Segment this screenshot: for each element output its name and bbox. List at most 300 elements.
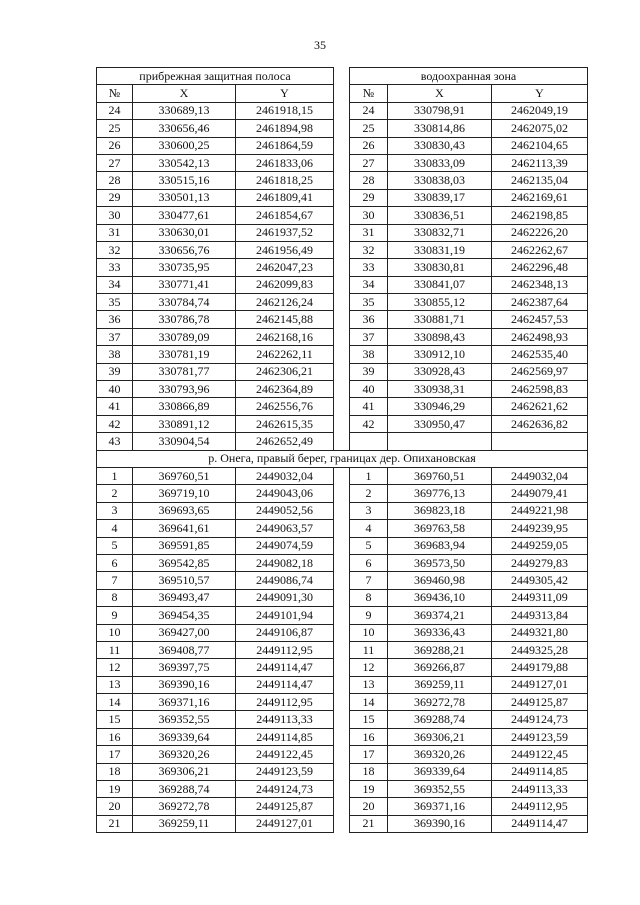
right-y-cell: 2462498,93 [492, 328, 588, 345]
left-num-cell: 6 [97, 554, 133, 571]
left-y-cell: 2462126,24 [236, 294, 334, 311]
right-y-cell: 2449113,33 [492, 781, 588, 798]
right-y-cell: 2449032,04 [492, 467, 588, 484]
left-num-cell: 40 [97, 381, 133, 398]
right-num-cell: 20 [350, 798, 388, 815]
right-num-cell: 8 [350, 589, 388, 606]
column-gap [334, 485, 350, 502]
column-gap [334, 276, 350, 293]
table-row [97, 502, 588, 519]
column-gap [334, 172, 350, 189]
left-num-cell: 41 [97, 398, 133, 415]
right-num-cell: 3 [350, 502, 388, 519]
right-num-cell: 28 [350, 172, 388, 189]
right-num-cell: 16 [350, 728, 388, 745]
right-y-cell: 2449313,84 [492, 607, 588, 624]
column-gap [334, 415, 350, 432]
left-num-cell: 30 [97, 207, 133, 224]
left-num-cell: 25 [97, 120, 133, 137]
left-x-cell: 369693,65 [133, 502, 236, 519]
left-num-cell: 13 [97, 676, 133, 693]
right-y-cell: 2449179,88 [492, 659, 588, 676]
table-row [97, 311, 588, 328]
left-y-cell: 2449122,45 [236, 746, 334, 763]
left-x-cell: 369493,47 [133, 589, 236, 606]
left-y-cell: 2461833,06 [236, 154, 334, 171]
right-y-cell: 2449305,42 [492, 572, 588, 589]
column-gap [334, 311, 350, 328]
right-num-cell: 19 [350, 781, 388, 798]
table-row [97, 659, 588, 676]
left-num-cell: 2 [97, 485, 133, 502]
column-gap [334, 763, 350, 780]
right-x-cell: 330836,51 [388, 207, 492, 224]
right-x-cell: 369390,16 [388, 815, 492, 832]
left-x-cell: 330515,16 [133, 172, 236, 189]
table-row [97, 554, 588, 571]
right-x-cell: 369336,43 [388, 624, 492, 641]
right-num-cell: 29 [350, 189, 388, 206]
table-row [97, 572, 588, 589]
column-gap [334, 85, 350, 102]
column-gap [334, 815, 350, 832]
right-x-cell: 330832,71 [388, 224, 492, 241]
table-row [97, 467, 588, 484]
right-x-cell: 369436,10 [388, 589, 492, 606]
column-gap [334, 659, 350, 676]
left-num-cell: 4 [97, 520, 133, 537]
left-x-cell: 330501,13 [133, 189, 236, 206]
left-x-cell: 369397,75 [133, 659, 236, 676]
right-num-cell: 9 [350, 607, 388, 624]
right-num-cell: 14 [350, 694, 388, 711]
left-x-cell: 369542,85 [133, 554, 236, 571]
table-row [97, 815, 588, 832]
left-y-cell: 2449106,87 [236, 624, 334, 641]
right-x-cell: 369320,26 [388, 746, 492, 763]
right-num-cell: 13 [350, 676, 388, 693]
left-x-cell: 369272,78 [133, 798, 236, 815]
right-y-cell: 2462226,20 [492, 224, 588, 241]
left-y-cell: 2449101,94 [236, 607, 334, 624]
left-num-cell: 31 [97, 224, 133, 241]
right-num-cell: 35 [350, 294, 388, 311]
right-y-cell: 2449122,45 [492, 746, 588, 763]
right-num-cell: 6 [350, 554, 388, 571]
left-num-cell: 7 [97, 572, 133, 589]
right-x-cell [388, 433, 492, 450]
table-row [97, 676, 588, 693]
column-header-row [97, 85, 588, 102]
left-x-cell: 369371,16 [133, 694, 236, 711]
left-num-cell: 12 [97, 659, 133, 676]
left-y-cell: 2449123,59 [236, 763, 334, 780]
right-num-cell: 25 [350, 120, 388, 137]
right-num-cell: 33 [350, 259, 388, 276]
right-x-cell: 330950,47 [388, 415, 492, 432]
coastal-strip-title: прибрежная защитная полоса [97, 68, 334, 85]
left-num-cell: 27 [97, 154, 133, 171]
left-num-cell: 5 [97, 537, 133, 554]
column-gap [334, 746, 350, 763]
col-num-header: № [350, 85, 388, 102]
left-x-cell: 369427,00 [133, 624, 236, 641]
right-x-cell: 369288,21 [388, 641, 492, 658]
table-row [97, 276, 588, 293]
column-gap [334, 102, 350, 119]
right-y-cell: 2449125,87 [492, 694, 588, 711]
right-y-cell: 2462569,97 [492, 363, 588, 380]
left-x-cell: 330630,01 [133, 224, 236, 241]
left-num-cell: 43 [97, 433, 133, 450]
right-y-cell: 2462387,64 [492, 294, 588, 311]
column-gap [334, 502, 350, 519]
left-y-cell: 2461809,41 [236, 189, 334, 206]
table-row [97, 363, 588, 380]
right-y-cell: 2462296,48 [492, 259, 588, 276]
right-y-cell: 2449321,80 [492, 624, 588, 641]
table-row [97, 294, 588, 311]
right-y-cell [492, 433, 588, 450]
column-gap [334, 537, 350, 554]
table-row [97, 328, 588, 345]
right-num-cell: 10 [350, 624, 388, 641]
right-num-cell: 12 [350, 659, 388, 676]
column-gap [334, 641, 350, 658]
left-x-cell: 330477,61 [133, 207, 236, 224]
left-y-cell: 2449082,18 [236, 554, 334, 571]
table-row [97, 728, 588, 745]
table-row [97, 798, 588, 815]
right-num-cell: 4 [350, 520, 388, 537]
right-x-cell: 369339,64 [388, 763, 492, 780]
right-x-cell: 330855,12 [388, 294, 492, 311]
right-y-cell: 2462535,40 [492, 346, 588, 363]
right-num-cell: 34 [350, 276, 388, 293]
left-num-cell: 26 [97, 137, 133, 154]
right-num-cell: 39 [350, 363, 388, 380]
left-y-cell: 2449114,85 [236, 728, 334, 745]
page-number: 35 [314, 38, 326, 52]
right-y-cell: 2449311,09 [492, 589, 588, 606]
table-row [97, 398, 588, 415]
left-y-cell: 2462556,76 [236, 398, 334, 415]
right-x-cell: 369266,87 [388, 659, 492, 676]
right-x-cell: 330938,31 [388, 381, 492, 398]
right-num-cell: 21 [350, 815, 388, 832]
left-num-cell: 29 [97, 189, 133, 206]
left-x-cell: 369510,57 [133, 572, 236, 589]
column-gap [334, 68, 350, 85]
right-y-cell: 2462262,67 [492, 241, 588, 258]
column-gap [334, 798, 350, 815]
column-gap [334, 572, 350, 589]
left-x-cell: 369408,77 [133, 641, 236, 658]
section-title-row [97, 450, 588, 467]
right-x-cell: 369352,55 [388, 781, 492, 798]
right-y-cell: 2462198,85 [492, 207, 588, 224]
column-gap [334, 346, 350, 363]
left-y-cell: 2462047,23 [236, 259, 334, 276]
table-row [97, 607, 588, 624]
left-x-cell: 369320,26 [133, 746, 236, 763]
left-x-cell: 330781,19 [133, 346, 236, 363]
left-num-cell: 18 [97, 763, 133, 780]
left-num-cell: 35 [97, 294, 133, 311]
right-x-cell: 369374,21 [388, 607, 492, 624]
right-num-cell [350, 433, 388, 450]
right-y-cell: 2449112,95 [492, 798, 588, 815]
table-row [97, 172, 588, 189]
table-row [97, 102, 588, 119]
table-row [97, 120, 588, 137]
right-y-cell: 2462135,04 [492, 172, 588, 189]
column-gap [334, 728, 350, 745]
right-y-cell: 2449124,73 [492, 711, 588, 728]
right-num-cell: 11 [350, 641, 388, 658]
right-x-cell: 330833,09 [388, 154, 492, 171]
table-row [97, 207, 588, 224]
left-num-cell: 8 [97, 589, 133, 606]
left-x-cell: 330771,41 [133, 276, 236, 293]
left-x-cell: 369390,16 [133, 676, 236, 693]
column-gap [334, 554, 350, 571]
left-y-cell: 2461918,15 [236, 102, 334, 119]
left-num-cell: 20 [97, 798, 133, 815]
left-num-cell: 33 [97, 259, 133, 276]
left-num-cell: 24 [97, 102, 133, 119]
right-x-cell: 330814,86 [388, 120, 492, 137]
column-gap [334, 207, 350, 224]
left-x-cell: 330735,95 [133, 259, 236, 276]
table-row [97, 694, 588, 711]
right-y-cell: 2449079,41 [492, 485, 588, 502]
right-y-cell: 2462457,53 [492, 311, 588, 328]
left-num-cell: 10 [97, 624, 133, 641]
left-y-cell: 2462145,88 [236, 311, 334, 328]
right-num-cell: 32 [350, 241, 388, 258]
left-y-cell: 2461864,59 [236, 137, 334, 154]
section-title: р. Онега, правый берег, границах дер. Опихановская [97, 450, 588, 467]
left-y-cell: 2461956,49 [236, 241, 334, 258]
left-x-cell: 330656,76 [133, 241, 236, 258]
left-x-cell: 330689,13 [133, 102, 236, 119]
table-row [97, 537, 588, 554]
right-x-cell: 369776,13 [388, 485, 492, 502]
column-gap [334, 328, 350, 345]
left-y-cell: 2449074,59 [236, 537, 334, 554]
table-row [97, 746, 588, 763]
col-y-header: Y [492, 85, 588, 102]
right-y-cell: 2449279,83 [492, 554, 588, 571]
right-x-cell: 369763,58 [388, 520, 492, 537]
right-num-cell: 1 [350, 467, 388, 484]
col-x-header: X [133, 85, 236, 102]
table-row [97, 641, 588, 658]
right-x-cell: 330898,43 [388, 328, 492, 345]
left-x-cell: 330793,96 [133, 381, 236, 398]
right-x-cell: 369272,78 [388, 694, 492, 711]
col-num-header: № [97, 85, 133, 102]
right-num-cell: 26 [350, 137, 388, 154]
left-y-cell: 2462168,16 [236, 328, 334, 345]
right-num-cell: 15 [350, 711, 388, 728]
right-y-cell: 2462636,82 [492, 415, 588, 432]
right-num-cell: 38 [350, 346, 388, 363]
right-num-cell: 24 [350, 102, 388, 119]
right-num-cell: 36 [350, 311, 388, 328]
left-y-cell: 2449114,47 [236, 659, 334, 676]
right-num-cell: 30 [350, 207, 388, 224]
right-y-cell: 2449325,28 [492, 641, 588, 658]
water-zone-title: водоохранная зона [350, 68, 588, 85]
left-y-cell: 2449032,04 [236, 467, 334, 484]
col-y-header: Y [236, 85, 334, 102]
column-gap [334, 624, 350, 641]
left-x-cell: 369641,61 [133, 520, 236, 537]
right-num-cell: 5 [350, 537, 388, 554]
right-num-cell: 2 [350, 485, 388, 502]
coordinates-table [96, 67, 588, 833]
left-y-cell: 2449124,73 [236, 781, 334, 798]
col-x-header: X [388, 85, 492, 102]
table-row [97, 485, 588, 502]
column-gap [334, 589, 350, 606]
left-x-cell: 369339,64 [133, 728, 236, 745]
left-num-cell: 28 [97, 172, 133, 189]
left-y-cell: 2449052,56 [236, 502, 334, 519]
right-x-cell: 369573,50 [388, 554, 492, 571]
zone-title-row [97, 68, 588, 85]
left-y-cell: 2449112,95 [236, 641, 334, 658]
right-y-cell: 2449114,47 [492, 815, 588, 832]
column-gap [334, 381, 350, 398]
column-gap [334, 241, 350, 258]
left-x-cell: 330781,77 [133, 363, 236, 380]
right-x-cell: 369371,16 [388, 798, 492, 815]
left-y-cell: 2449063,57 [236, 520, 334, 537]
table-row [97, 224, 588, 241]
left-y-cell: 2462364,89 [236, 381, 334, 398]
left-x-cell: 369719,10 [133, 485, 236, 502]
left-num-cell: 39 [97, 363, 133, 380]
right-num-cell: 17 [350, 746, 388, 763]
table-row [97, 415, 588, 432]
left-num-cell: 17 [97, 746, 133, 763]
left-x-cell: 330542,13 [133, 154, 236, 171]
left-num-cell: 19 [97, 781, 133, 798]
right-y-cell: 2462049,19 [492, 102, 588, 119]
left-y-cell: 2462099,83 [236, 276, 334, 293]
left-y-cell: 2449114,47 [236, 676, 334, 693]
left-y-cell: 2449086,74 [236, 572, 334, 589]
left-x-cell: 369288,74 [133, 781, 236, 798]
right-num-cell: 27 [350, 154, 388, 171]
left-num-cell: 9 [97, 607, 133, 624]
left-x-cell: 369454,35 [133, 607, 236, 624]
right-num-cell: 40 [350, 381, 388, 398]
right-x-cell: 330830,43 [388, 137, 492, 154]
left-y-cell: 2462262,11 [236, 346, 334, 363]
left-y-cell: 2462615,35 [236, 415, 334, 432]
left-x-cell: 330600,25 [133, 137, 236, 154]
column-gap [334, 294, 350, 311]
right-x-cell: 369760,51 [388, 467, 492, 484]
table-row [97, 381, 588, 398]
left-num-cell: 15 [97, 711, 133, 728]
table-row [97, 711, 588, 728]
left-y-cell: 2449125,87 [236, 798, 334, 815]
right-x-cell: 369306,21 [388, 728, 492, 745]
left-y-cell: 2461894,98 [236, 120, 334, 137]
left-num-cell: 38 [97, 346, 133, 363]
right-y-cell: 2449127,01 [492, 676, 588, 693]
table-row [97, 520, 588, 537]
right-num-cell: 18 [350, 763, 388, 780]
column-gap [334, 781, 350, 798]
table-row [97, 259, 588, 276]
left-num-cell: 37 [97, 328, 133, 345]
left-num-cell: 11 [97, 641, 133, 658]
left-y-cell: 2449127,01 [236, 815, 334, 832]
left-num-cell: 42 [97, 415, 133, 432]
right-x-cell: 369259,11 [388, 676, 492, 693]
table-row [97, 137, 588, 154]
left-y-cell: 2462306,21 [236, 363, 334, 380]
right-y-cell: 2462075,02 [492, 120, 588, 137]
right-x-cell: 330838,03 [388, 172, 492, 189]
table-row [97, 189, 588, 206]
table-row [97, 154, 588, 171]
left-x-cell: 369306,21 [133, 763, 236, 780]
right-y-cell: 2462621,62 [492, 398, 588, 415]
left-x-cell: 330891,12 [133, 415, 236, 432]
left-num-cell: 14 [97, 694, 133, 711]
column-gap [334, 694, 350, 711]
right-num-cell: 42 [350, 415, 388, 432]
table-row [97, 346, 588, 363]
table-row [97, 781, 588, 798]
right-y-cell: 2449221,98 [492, 502, 588, 519]
left-x-cell: 330904,54 [133, 433, 236, 450]
left-x-cell: 330789,09 [133, 328, 236, 345]
right-x-cell: 369823,18 [388, 502, 492, 519]
column-gap [334, 676, 350, 693]
right-x-cell: 369460,98 [388, 572, 492, 589]
left-x-cell: 330784,74 [133, 294, 236, 311]
right-y-cell: 2462348,13 [492, 276, 588, 293]
left-num-cell: 32 [97, 241, 133, 258]
left-y-cell: 2449091,30 [236, 589, 334, 606]
left-num-cell: 21 [97, 815, 133, 832]
column-gap [334, 224, 350, 241]
right-x-cell: 330839,17 [388, 189, 492, 206]
right-num-cell: 31 [350, 224, 388, 241]
right-x-cell: 369288,74 [388, 711, 492, 728]
left-num-cell: 36 [97, 311, 133, 328]
right-x-cell: 330946,29 [388, 398, 492, 415]
left-x-cell: 330786,78 [133, 311, 236, 328]
left-num-cell: 3 [97, 502, 133, 519]
right-y-cell: 2462598,83 [492, 381, 588, 398]
right-x-cell: 369683,94 [388, 537, 492, 554]
column-gap [334, 433, 350, 450]
right-num-cell: 37 [350, 328, 388, 345]
left-x-cell: 330866,89 [133, 398, 236, 415]
right-num-cell: 7 [350, 572, 388, 589]
left-y-cell: 2461818,25 [236, 172, 334, 189]
right-y-cell: 2449259,05 [492, 537, 588, 554]
